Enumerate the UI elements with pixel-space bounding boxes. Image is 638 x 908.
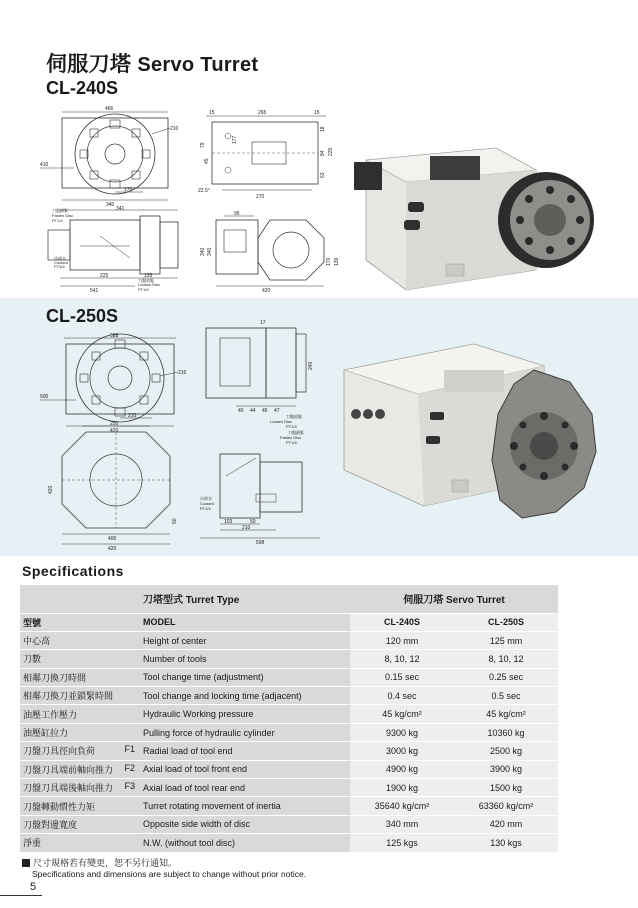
dim-text: 15 xyxy=(314,110,320,116)
row-label-zh: 中心高 xyxy=(20,631,140,649)
table-row xyxy=(20,834,558,852)
row-label-zh: 相鄰刀換刀時間 xyxy=(20,668,140,686)
value-cl250: 130 kgs xyxy=(454,834,558,852)
fasten-label-zh: 刀盤鎖緊 xyxy=(288,430,304,435)
dim-text: 340 xyxy=(200,247,206,256)
value-cl240: 1900 kg xyxy=(350,779,454,797)
row-label-en: Height of center xyxy=(140,631,350,649)
value-cl250: 3900 kg xyxy=(454,760,558,778)
value-cl240: CL-240S xyxy=(350,613,454,631)
cl250-turret-photo xyxy=(334,330,604,540)
page-title xyxy=(46,48,258,78)
dim-text: 210 xyxy=(128,413,137,419)
footnote-zh-text: 尺寸規格若有變更，恕不另行通知。 xyxy=(33,858,178,868)
dim-text: 225 xyxy=(328,147,334,156)
dim-text: 45 xyxy=(204,158,210,164)
header-servo-turret xyxy=(350,585,558,613)
value-cl250: 10360 kg xyxy=(454,723,558,741)
row-label-en: Number of tools xyxy=(140,650,350,668)
dim-text: 40 xyxy=(238,408,244,414)
dim-text: 84 xyxy=(320,150,326,156)
dim-text: 225 xyxy=(100,273,109,279)
dim-text: 340 xyxy=(106,202,115,208)
fasten-label-zh: 刀盤鎖緊 xyxy=(52,208,68,213)
table-row xyxy=(20,687,558,705)
dim-text: 170 xyxy=(124,187,133,193)
value-cl240: 8, 10, 12 xyxy=(350,650,454,668)
dim-text: 18 xyxy=(320,126,326,132)
servo-turret-en: Servo Turret xyxy=(446,595,505,607)
table-row xyxy=(20,668,558,686)
dim-text: 47 xyxy=(274,408,280,414)
value-cl240: 3000 kg xyxy=(350,742,454,760)
fasten-port: PT1/4 xyxy=(286,440,297,445)
table-row xyxy=(20,742,558,760)
cl240-side-view-drawing xyxy=(40,206,190,292)
value-cl250: 2500 kg xyxy=(454,742,558,760)
value-cl240: 45 kg/cm² xyxy=(350,705,454,723)
coolant-label-en: Coolant xyxy=(54,260,68,265)
coolant-port: PT3/4 xyxy=(54,264,65,269)
dim-text: 170 xyxy=(326,257,332,266)
table-row xyxy=(20,815,558,833)
bullet-square-icon xyxy=(22,859,30,867)
dim-text: 270 xyxy=(256,194,265,200)
table-row xyxy=(20,705,558,723)
row-label-zh-cell xyxy=(20,742,140,760)
cl240-front-view-drawing xyxy=(40,104,190,209)
model-a-heading: CL-240S xyxy=(46,78,119,98)
loosen-label-zh: 刀盤放鬆 xyxy=(286,414,302,419)
cl240-bottom-view-drawing xyxy=(196,210,346,294)
footnote-zh xyxy=(22,856,177,869)
row-label-en: Hydraulic Working pressure xyxy=(140,705,350,723)
dim-text: 341 xyxy=(116,206,125,212)
table-row xyxy=(20,797,558,815)
header-blank-cell xyxy=(20,585,140,613)
row-label-en: Opposite side width of disc xyxy=(140,815,350,833)
cl250-side-bottom-drawing xyxy=(196,446,326,546)
table-row xyxy=(20,613,558,631)
dim-text: 500 xyxy=(40,394,49,400)
loosen-port: PT1/4 xyxy=(138,287,149,292)
row-label-en: Radial load of tool end xyxy=(140,742,350,760)
row-label-zh: 刀盤對邊寬度 xyxy=(20,815,140,833)
value-cl240: 35640 kg/cm² xyxy=(350,797,454,815)
dim-text: 210 xyxy=(242,525,251,531)
row-label-en: N.W. (without tool disc) xyxy=(140,834,350,852)
dim-text: 420 xyxy=(108,546,117,552)
dim-text: 588 xyxy=(110,333,119,339)
loosen-port: PT1/4 xyxy=(286,424,297,429)
coolant-port: PT1/4 xyxy=(200,506,211,511)
force-label: F2 xyxy=(124,762,135,773)
value-cl250: 1500 kg xyxy=(454,779,558,797)
cl250-side-view-drawing xyxy=(200,318,330,446)
page-number-underline xyxy=(0,895,42,896)
value-cl240: 9300 kg xyxy=(350,723,454,741)
value-cl240: 340 mm xyxy=(350,815,454,833)
dim-text: 50 xyxy=(250,519,256,525)
page-number: 5 xyxy=(30,881,37,893)
coolant-label-en: Coolant xyxy=(200,501,214,506)
dim-text: 22.5° xyxy=(198,188,210,194)
table-row xyxy=(20,760,558,778)
dim-text: 250 xyxy=(110,421,119,427)
table-row xyxy=(20,779,558,797)
row-label-en: Tool change and locking time (adjacent) xyxy=(140,687,350,705)
table-row xyxy=(20,650,558,668)
turret-type-zh: 刀塔型式 xyxy=(143,595,183,607)
dim-text: 216 xyxy=(178,370,187,376)
header-turret-type xyxy=(140,585,350,613)
row-label-zh: 油壓工作壓力 xyxy=(20,705,140,723)
dim-text: 466 xyxy=(105,106,114,112)
dim-text: 400 xyxy=(108,536,117,542)
value-cl240: 120 mm xyxy=(350,631,454,649)
dim-text: 79 xyxy=(200,142,206,148)
dim-text: 133 xyxy=(144,273,153,279)
dim-text: 210 xyxy=(170,126,179,132)
force-label: F1 xyxy=(124,744,135,755)
table-row xyxy=(20,723,558,741)
value-cl250: 45 kg/cm² xyxy=(454,705,558,723)
row-label-en: Turret rotating movement of inertia xyxy=(140,797,350,815)
fasten-label-en: Fasten Disc xyxy=(52,213,74,218)
coolant-label-zh: 冷卻水 xyxy=(54,256,66,261)
fasten-label-en: Fasten Disc xyxy=(280,435,302,440)
dim-text: 139 xyxy=(334,257,340,266)
dim-text: 420 xyxy=(110,428,119,434)
footnote-en: Specifications and dimensions are subject to change without prior notice. xyxy=(32,869,307,879)
dim-text: 420 xyxy=(48,485,54,494)
row-label-en: MODEL xyxy=(140,613,350,631)
fasten-port: PT1/4 xyxy=(52,218,63,223)
title-en: Servo Turret xyxy=(137,54,259,76)
value-cl250: 8, 10, 12 xyxy=(454,650,558,668)
loosen-label-en: Loosen Disc xyxy=(138,282,161,287)
dim-text: 50 xyxy=(172,518,178,524)
turret-type-en: Turret Type xyxy=(185,595,240,607)
table-row xyxy=(20,631,558,649)
dim-text: 177 xyxy=(232,135,238,144)
value-cl250: CL-250S xyxy=(454,613,558,631)
row-label-en: Axial load of tool rear end xyxy=(140,779,350,797)
value-cl240: 125 kgs xyxy=(350,834,454,852)
force-label: F3 xyxy=(124,781,135,792)
row-label-zh: 型號 xyxy=(20,613,140,631)
row-label-en: Pulling force of hydraulic cylinder xyxy=(140,723,350,741)
value-cl250: 0.5 sec xyxy=(454,687,558,705)
value-cl250: 0.25 sec xyxy=(454,668,558,686)
dim-text: 420 xyxy=(262,288,271,294)
row-label-zh: 刀盤刀具徑向負荷 xyxy=(23,746,96,757)
value-cl240: 4900 kg xyxy=(350,760,454,778)
dim-text: 95 xyxy=(234,211,240,217)
row-label-zh-cell xyxy=(20,760,140,778)
title-zh: 伺服刀塔 xyxy=(46,53,132,76)
value-cl240: 0.15 sec xyxy=(350,668,454,686)
dim-text: 44 xyxy=(250,408,256,414)
value-cl250: 420 mm xyxy=(454,815,558,833)
dim-text: 340 xyxy=(207,247,213,256)
specifications-title: Specifications xyxy=(22,563,124,579)
row-label-zh: 淨重 xyxy=(20,834,140,852)
dim-text: 240 xyxy=(308,361,314,370)
value-cl250: 125 mm xyxy=(454,631,558,649)
dim-text: 17 xyxy=(260,320,266,326)
dim-text: 410 xyxy=(40,162,49,168)
cl240-top-view-drawing xyxy=(192,108,342,200)
coolant-label-zh: 冷卻水 xyxy=(200,496,212,501)
row-label-en: Axial load of tool front end xyxy=(140,760,350,778)
cl250-bottom-view-drawing xyxy=(46,420,186,552)
dim-text: 541 xyxy=(90,288,99,292)
row-label-zh: 刀盤刀具端前軸向推力 xyxy=(23,764,114,775)
row-label-en: Tool change time (adjustment) xyxy=(140,668,350,686)
row-label-zh: 刀數 xyxy=(20,650,140,668)
row-label-zh: 刀盤轉動慣性力矩 xyxy=(20,797,140,815)
specifications-table xyxy=(20,585,558,853)
row-label-zh: 油壓缸拉力 xyxy=(20,723,140,741)
loosen-label-zh: 刀盤放鬆 xyxy=(138,278,154,283)
row-label-zh: 相鄰刀換刀並鎖緊時間 xyxy=(20,687,140,705)
row-label-zh-cell xyxy=(20,779,140,797)
dim-text: 598 xyxy=(256,540,265,546)
value-cl250: 63360 kg/cm² xyxy=(454,797,558,815)
dim-text: 45 xyxy=(262,408,268,414)
loosen-label-en: Loosen Disc xyxy=(270,419,293,424)
table-header-row xyxy=(20,585,558,613)
dim-text: 265 xyxy=(258,110,267,116)
dim-text: 63 xyxy=(320,172,326,178)
row-label-zh: 刀盤刀具端後軸向推力 xyxy=(23,783,114,794)
cl240-turret-photo xyxy=(346,140,606,300)
value-cl240: 0.4 sec xyxy=(350,687,454,705)
servo-turret-zh: 伺服刀塔 xyxy=(403,595,444,607)
dim-text: 103 xyxy=(224,519,233,525)
dim-text: 15 xyxy=(209,110,215,116)
model-b-heading: CL-250S xyxy=(46,306,119,326)
